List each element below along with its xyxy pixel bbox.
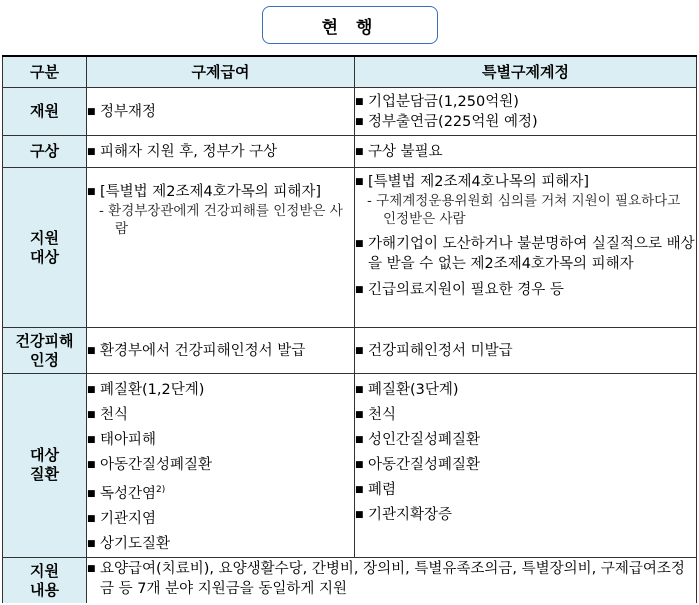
diseases-special-cell [355, 374, 697, 558]
list-item: ■ 요양급여(치료비), 요양생활수당, 간병비, 장의비, 특별유족조의금, 특별장의비, 구제급여조정금 등 7개 분야 지원금을 동일하게 지원 [87, 559, 696, 599]
list-item: ■ 기관지염 [87, 507, 354, 532]
row-label-funding: 재원 [3, 88, 87, 136]
list-item: ■ 기관지확장증 [355, 503, 696, 528]
row-funding [3, 88, 697, 136]
certification-special-cell [355, 328, 697, 374]
support-cell [87, 557, 697, 603]
sub-item: - 환경부장관에게 건강피해를 인정받은 사람 [87, 202, 354, 238]
diseases-relief-cell [87, 374, 355, 558]
list-item: ■ 구상 불필요 [355, 142, 696, 162]
list-item: ■ 천식 [87, 403, 354, 428]
list-item: ■ 정부재정 [87, 102, 354, 122]
list-item: ■ 기업분담금(1,250억원) [355, 92, 696, 112]
header-row [3, 56, 697, 88]
list-item: ■ 긴급의료지원이 필요한 경우 등 [355, 280, 696, 300]
list-item: ■ 성인간질성폐질환 [355, 428, 696, 453]
list-item: ■ [특별법 제2조제4호가목의 피해자] [87, 182, 354, 202]
header-special: 특별구제계정 [355, 56, 697, 88]
list-item: ■ 폐렴 [355, 478, 696, 503]
sub-item: - 구제계정운용위원회 심의를 거쳐 지원이 필요하다고 인정받은 사람 [355, 192, 696, 228]
funding-relief-cell [87, 88, 355, 136]
row-claim [3, 136, 697, 168]
section-title: 현 행 [262, 6, 438, 44]
list-item: ■ 태아피해 [87, 428, 354, 453]
list-item: ■ 상기도질환 [87, 532, 354, 557]
list-item [87, 478, 354, 507]
claim-special-cell [355, 136, 697, 168]
row-label-claim: 구상 [3, 136, 87, 168]
list-item: ■ 폐질환(3단계) [355, 378, 696, 403]
claim-relief-cell [87, 136, 355, 168]
row-label-target: 지원 대상 [3, 168, 87, 328]
row-target [3, 168, 697, 328]
list-item: ■ [특별법 제2조제4호나목의 피해자] [355, 172, 696, 192]
certification-relief-cell [87, 328, 355, 374]
list-item: ■ 피해자 지원 후, 정부가 구상 [87, 142, 354, 162]
list-item: ■ 아동간질성폐질환 [87, 453, 354, 478]
row-certification [3, 328, 697, 374]
header-category: 구분 [3, 56, 87, 88]
row-label-certification: 건강피해 인정 [3, 328, 87, 374]
target-relief-cell [87, 168, 355, 328]
footnote-marker: 2) [156, 485, 166, 495]
list-item: ■ 아동간질성폐질환 [355, 453, 696, 478]
list-item: ■ 건강피해인정서 미발급 [355, 341, 696, 361]
list-item: ■ 천식 [355, 403, 696, 428]
disease-label: 독성간염 [100, 485, 157, 502]
row-label-diseases: 대상 질환 [3, 374, 87, 558]
list-item: ■ 폐질환(1,2단계) [87, 378, 354, 403]
row-label-support: 지원 내용 [3, 557, 87, 603]
list-item: ■ 가해기업이 도산하거나 불분명하여 실질적으로 배상을 받을 수 없는 제2조제4호가목의 피해자 [355, 234, 696, 274]
target-special-cell [355, 168, 697, 328]
row-support [3, 557, 697, 603]
comparison-table [2, 55, 697, 603]
list-item: ■ 정부출연금(225억원 예정) [355, 112, 696, 132]
header-relief: 구제급여 [87, 56, 355, 88]
row-diseases [3, 374, 697, 558]
funding-special-cell [355, 88, 697, 136]
list-item: ■ 환경부에서 건강피해인정서 발급 [87, 341, 354, 361]
